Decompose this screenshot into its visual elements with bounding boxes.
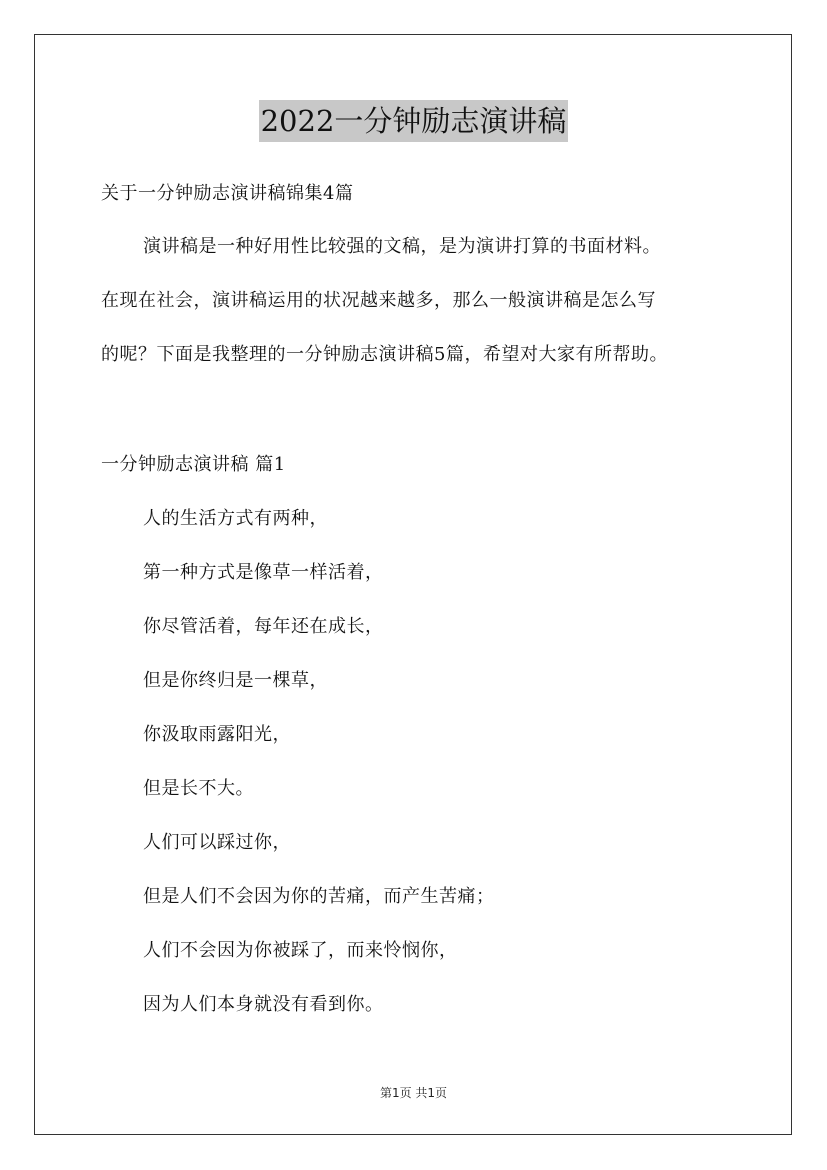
paragraph-line: 因为人们本身就没有看到你。 [143,994,384,1015]
paragraph-line: 但是人们不会因为你的苦痛，而产生苦痛； [143,886,495,907]
paragraph-line: 人们不会因为你被踩了，而来怜悯你， [143,940,458,961]
section-heading: 一分钟励志演讲稿 篇1 [101,454,286,475]
paragraph-line: 但是你终归是一棵草， [143,670,328,691]
paragraph-line: 人们可以踩过你， [143,832,291,853]
intro-line-3: 的呢？下面是我整理的一分钟励志演讲稿5篇，希望对大家有所帮助。 [101,344,668,365]
page-footer: 第1页 共1页 [379,1086,448,1100]
paragraph-line: 你尽管活着，每年还在成长， [143,616,384,637]
paragraph-line: 人的生活方式有两种， [143,508,328,529]
intro-line-2: 在现在社会，演讲稿运用的状况越来越多，那么一般演讲稿是怎么写 [101,290,656,311]
paragraph-line: 第一种方式是像草一样活着， [143,562,384,583]
document-title: 2022一分钟励志演讲稿 [259,100,569,142]
title-container [0,100,827,142]
paragraph-line: 但是长不大。 [143,778,254,799]
paragraph-line: 你汲取雨露阳光， [143,724,291,745]
document-subtitle: 关于一分钟励志演讲稿锦集4篇 [101,183,354,204]
intro-line-1: 演讲稿是一种好用性比较强的文稿，是为演讲打算的书面材料。 [143,236,661,257]
